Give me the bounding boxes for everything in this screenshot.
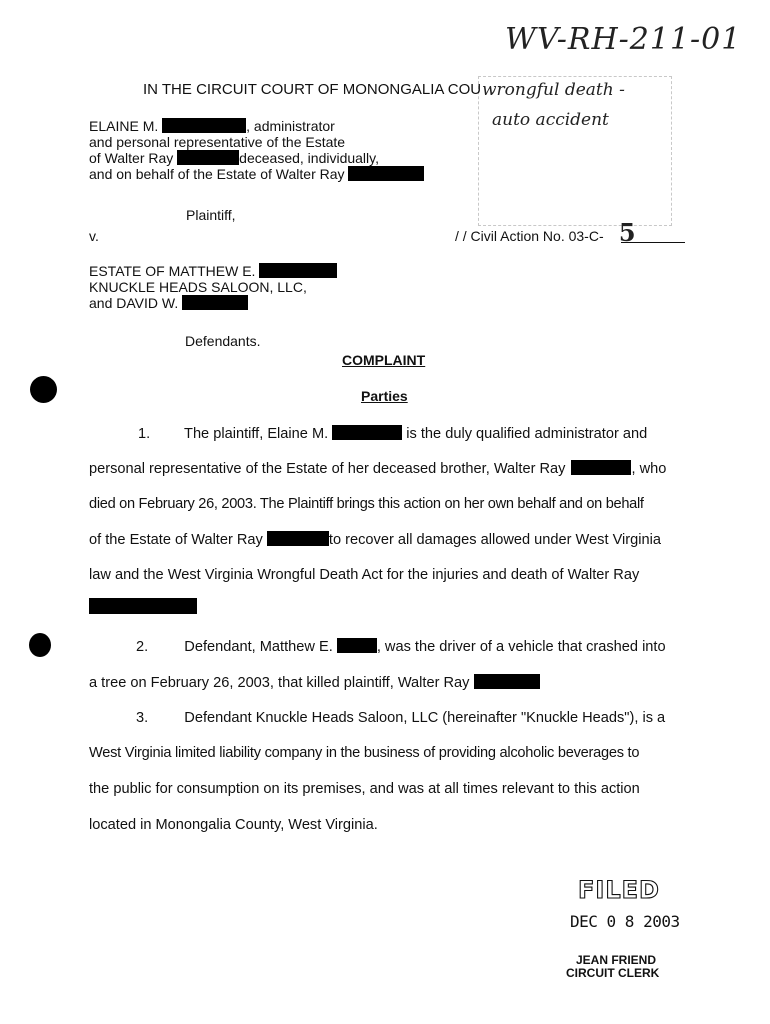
plaintiff-block bbox=[89, 118, 424, 182]
p2-line1-b: , was the driver of a vehicle that crashed into bbox=[376, 639, 666, 655]
handwritten-note-line2: auto accident bbox=[492, 110, 609, 130]
p1-line4-b: to recover all damages allowed under West Virginia bbox=[328, 532, 661, 548]
plaintiff-line1-a: ELAINE M. bbox=[89, 118, 159, 134]
p2-line1-a: Defendant, Matthew E. bbox=[184, 639, 333, 655]
redaction-bar bbox=[182, 295, 248, 310]
civil-action-number bbox=[455, 218, 636, 247]
handwritten-docket-id: WV-RH-211-01 bbox=[505, 22, 742, 57]
p3-line3: the public for consumption on its premises, and was at all times relevant to this action bbox=[89, 781, 640, 797]
p1-line2 bbox=[89, 460, 666, 477]
p3-line1 bbox=[136, 710, 665, 726]
redaction-bar bbox=[259, 263, 337, 278]
plaintiff-line3-b: deceased, individually, bbox=[239, 150, 380, 166]
versus-label: v. bbox=[89, 228, 99, 244]
punch-hole-middle bbox=[29, 633, 51, 657]
redaction-bar bbox=[474, 674, 540, 689]
plaintiff-line4: and on behalf of the Estate of Walter Ray bbox=[89, 166, 345, 182]
p3-line2: West Virginia limited liability company in the business of providing alcoholic beverages to bbox=[89, 745, 640, 761]
p3-line1-text: Defendant Knuckle Heads Saloon, LLC (hereinafter "Knuckle Heads"), is a bbox=[184, 710, 666, 726]
plaintiff-line3-a: of Walter Ray bbox=[89, 150, 174, 166]
p1-line2-b: , who bbox=[631, 461, 667, 477]
p1-line4-a: of the Estate of Walter Ray bbox=[89, 532, 263, 548]
p1-line1 bbox=[138, 425, 647, 442]
redaction-bar bbox=[162, 118, 246, 133]
p3-line4: located in Monongalia County, West Virginia. bbox=[89, 817, 378, 833]
p3-number: 3. bbox=[136, 710, 149, 726]
p2-line1 bbox=[136, 638, 666, 655]
redaction-bar bbox=[177, 150, 239, 165]
parties-heading: Parties bbox=[361, 388, 408, 404]
defendants-label: Defendants. bbox=[185, 333, 261, 349]
filed-stamp-clerk-title: CIRCUIT CLERK bbox=[566, 966, 660, 980]
handwritten-case-number bbox=[604, 230, 619, 244]
filed-stamp-clerk-name: JEAN FRIEND bbox=[576, 953, 657, 967]
p1-line3: died on February 26, 2003. The Plaintiff brings this action on her own behalf and on behalf bbox=[89, 496, 644, 512]
p1-line2-a: personal representative of the Estate of her deceased brother, Walter Ray bbox=[89, 461, 566, 477]
redaction-bar-p1-end bbox=[89, 598, 197, 614]
plaintiff-line2: and personal representative of the Estate bbox=[89, 134, 346, 150]
filed-stamp-word: FILED bbox=[578, 876, 660, 904]
p2-line2-text: a tree on February 26, 2003, that killed plaintiff, Walter Ray bbox=[89, 675, 470, 691]
redaction-bar bbox=[267, 531, 329, 546]
filed-stamp-date: DEC 0 8 2003 bbox=[570, 912, 680, 931]
punch-hole-top bbox=[30, 376, 57, 403]
redaction-bar bbox=[337, 638, 377, 653]
handwritten-note-line1: wrongful death - bbox=[482, 80, 625, 100]
p1-number: 1. bbox=[138, 426, 151, 442]
handwritten-case-suffix: 5 bbox=[618, 218, 636, 247]
defendant-line1: ESTATE OF MATTHEW E. bbox=[89, 263, 256, 279]
p1-line5: law and the West Virginia Wrongful Death Act for the injuries and death of Walter Ray bbox=[89, 567, 640, 583]
p1-line4 bbox=[89, 531, 661, 548]
plaintiff-label: Plaintiff, bbox=[186, 207, 236, 223]
complaint-heading: COMPLAINT bbox=[342, 352, 426, 368]
redaction-bar bbox=[348, 166, 424, 181]
plaintiff-line1-b: , administrator bbox=[246, 118, 335, 134]
case-number-underline bbox=[621, 242, 685, 243]
defendant-line3: and DAVID W. bbox=[89, 295, 179, 311]
court-title: IN THE CIRCUIT COURT OF MONONGALIA COU bbox=[143, 81, 482, 98]
p2-number: 2. bbox=[136, 639, 149, 655]
defendant-block bbox=[89, 263, 337, 311]
p1-line1-b: is the duly qualified administrator and bbox=[406, 426, 648, 442]
p2-line2 bbox=[89, 674, 540, 691]
redaction-bar bbox=[571, 460, 631, 475]
defendant-line2: KNUCKLE HEADS SALOON, LLC, bbox=[89, 279, 307, 295]
p1-line1-a: The plaintiff, Elaine M. bbox=[184, 426, 329, 442]
civil-action-label: / / Civil Action No. 03-C- bbox=[455, 228, 604, 244]
redaction-bar bbox=[332, 425, 402, 440]
